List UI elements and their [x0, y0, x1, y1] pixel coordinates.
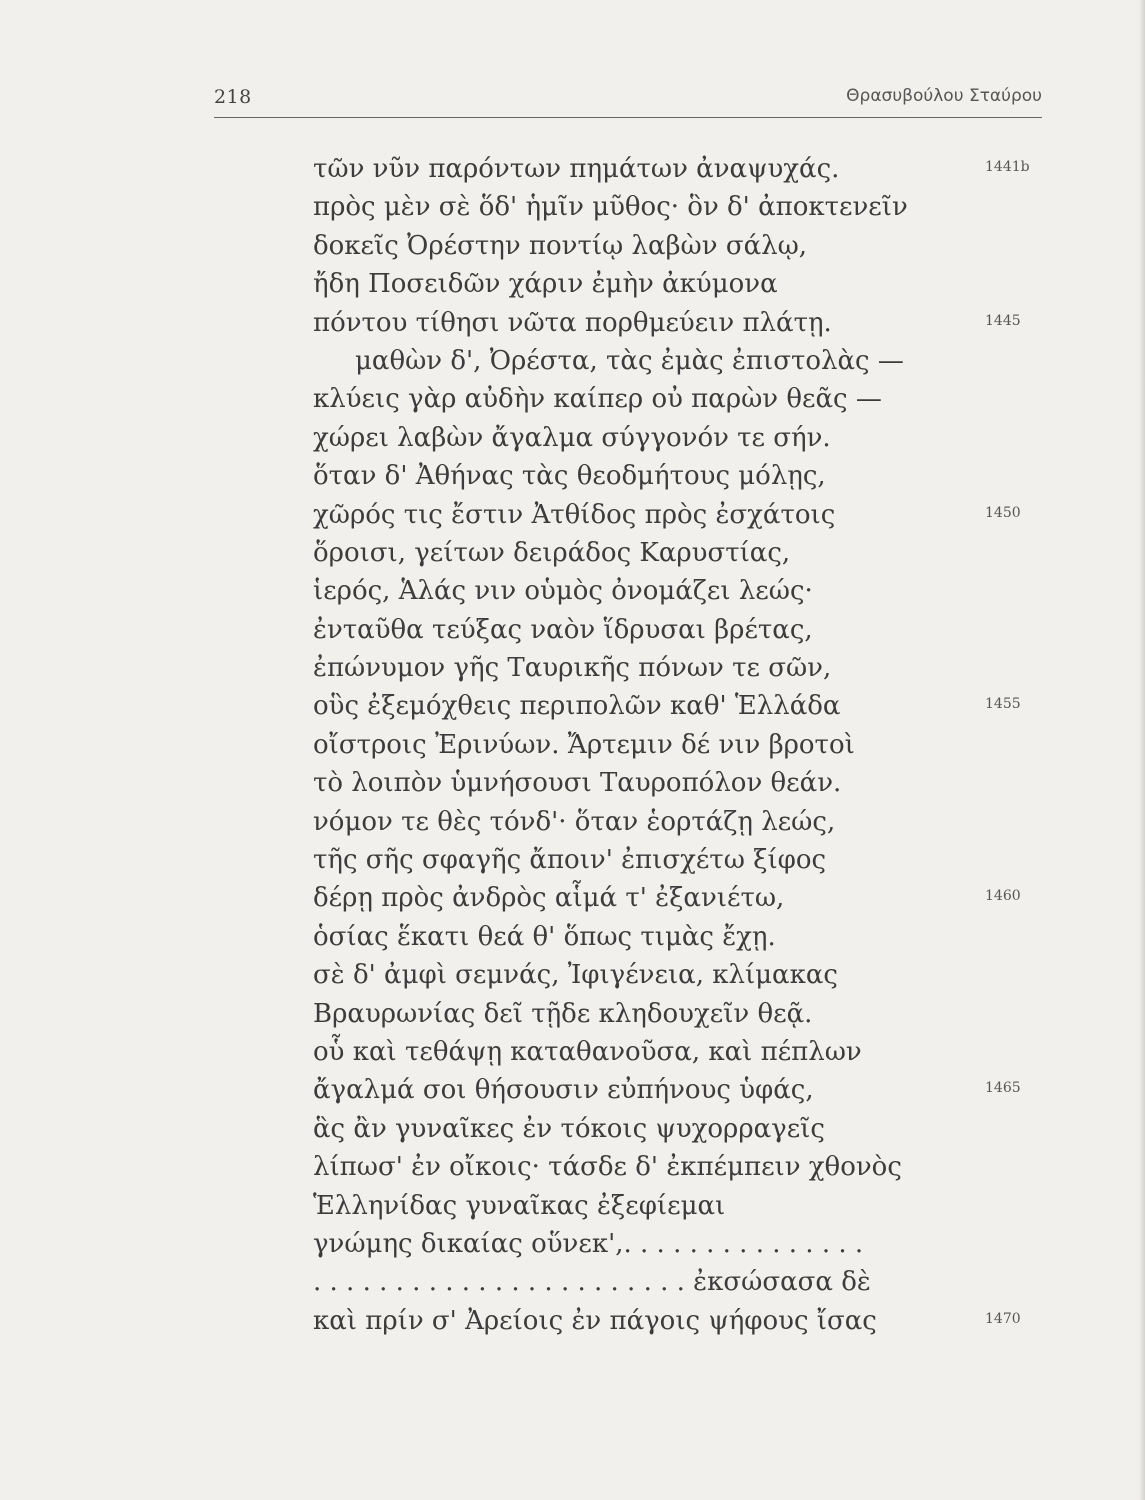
verse-text: χῶρός τις ἔστιν Ἀτθίδος πρὸς ἐσχάτοις — [313, 499, 836, 530]
header-rule — [214, 117, 1042, 118]
verse-line — [313, 304, 1033, 342]
verse-text: ὁσίας ἕκατι θεά θ' ὅπως τιμὰς ἔχῃ. — [313, 921, 776, 952]
verse-text: γνώμης δικαίας οὕνεκ',. . . . . . . . . . . . . . . — [313, 1228, 864, 1259]
line-number: 1460 — [985, 888, 1021, 905]
verse-text: πόντου τίθησι νῶτα πορθμεύειν πλάτῃ. — [313, 307, 832, 338]
verse-text: Βραυρωνίας δεῖ τῇδε κληδουχεῖν θεᾷ. — [313, 998, 813, 1029]
verse-text: ὅταν δ' Ἀθήνας τὰς θεοδμήτους μόλῃς, — [313, 461, 826, 492]
verse-text: χώρει λαβὼν ἄγαλμα σύγγονόν τε σήν. — [313, 422, 831, 453]
verse-text: τῶν νῦν παρόντων πημάτων ἀναψυχάς. — [313, 154, 840, 184]
verse-text: τῆς σῆς σφαγῆς ἄποιν' ἐπισχέτω ξίφος — [313, 845, 827, 876]
line-number: 1470 — [985, 1310, 1021, 1327]
verse-line — [313, 879, 1033, 917]
verse-text: ὅροισι, γείτων δειράδος Καρυστίας, — [313, 537, 791, 568]
verse-text: οἴστροις Ἐρινύων. Ἄρτεμιν δέ νιν βροτοὶ — [313, 729, 855, 760]
verse-line — [313, 419, 1033, 457]
verse-text: ἄγαλμά σοι θήσουσιν εὐπήνους ὑφάς, — [313, 1075, 814, 1106]
verse-text: καὶ πρίν σ' Ἀρείοις ἐν πάγοις ψήφους ἴσας — [313, 1305, 877, 1336]
verse-line — [313, 918, 1033, 956]
verse-text: . . . . . . . . . . . . . . . . . . . . . . . ἐκσώσασα δὲ — [313, 1267, 871, 1298]
line-number: 1455 — [985, 696, 1021, 713]
verse-text: τὸ λοιπὸν ὑμνήσουσι Ταυροπόλον θεάν. — [313, 768, 842, 799]
verse-text: ἃς ἂν γυναῖκες ἐν τόκοις ψυχορραγεῖς — [313, 1113, 825, 1144]
verse-line — [313, 457, 1033, 495]
verse-line — [313, 496, 1033, 534]
verse-text: ἐνταῦθα τεύξας ναὸν ἵδρυσαι βρέτας, — [313, 614, 813, 645]
verse-line — [313, 380, 1033, 418]
verse-line — [313, 1071, 1033, 1109]
page-number: 218 — [214, 86, 252, 108]
verse-line — [313, 649, 1033, 687]
verse-line — [313, 956, 1033, 994]
verse-line — [313, 995, 1033, 1033]
verse-line — [313, 803, 1033, 841]
verse-line — [313, 1187, 1033, 1225]
verse-text: λίπωσ' ἐν οἴκοις· τάσδε δ' ἐκπέμπειν χθονὸς — [313, 1152, 902, 1183]
verse-line — [313, 534, 1033, 572]
verse-text: κλύεις γὰρ αὐδὴν καίπερ οὐ παρὼν θεᾶς — — [313, 384, 882, 415]
verse-line — [313, 726, 1033, 764]
verse-text: πρὸς μὲν σὲ ὅδ' ἡμῖν μῦθος· ὃν δ' ἀποκτενεῖν — [313, 192, 908, 223]
verse-line — [313, 1263, 1033, 1301]
line-number: 1441b — [985, 159, 1030, 175]
verse-line — [313, 764, 1033, 802]
page-header — [214, 86, 1042, 116]
verse-text: Ἑλληνίδας γυναῖκας ἐξεφίεμαι — [313, 1190, 726, 1221]
verse-line — [313, 150, 1033, 188]
verse-text: δέρῃ πρὸς ἀνδρὸς αἷμά τ' ἐξανιέτω, — [313, 883, 785, 914]
verse-text: ἤδη Ποσειδῶν χάριν ἐμὴν ἀκύμονα — [313, 269, 778, 300]
verse-line — [313, 188, 1033, 226]
verse-line — [313, 1302, 1033, 1340]
line-number: 1445 — [985, 312, 1021, 329]
verse-text: νόμον τε θὲς τόνδ'· ὅταν ἑορτάζῃ λεώς, — [313, 806, 836, 837]
verse-text: δοκεῖς Ὀρέστην ποντίῳ λαβὼν σάλῳ, — [313, 230, 808, 261]
verse-text: οὗ καὶ τεθάψῃ καταθανοῦσα, καὶ πέπλων — [313, 1036, 862, 1067]
verse-line — [313, 572, 1033, 610]
verse-line — [313, 227, 1033, 265]
verse-line — [313, 265, 1033, 303]
verse-line — [313, 1225, 1033, 1263]
line-number: 1465 — [985, 1080, 1021, 1097]
verse-text: οὓς ἐξεμόχθεις περιπολῶν καθ' Ἑλλάδα — [313, 691, 841, 722]
verse-line — [313, 1110, 1033, 1148]
verse-text: σὲ δ' ἀμφὶ σεμνάς, Ἰφιγένεια, κλίμακας — [313, 960, 838, 991]
page-edge-shadow — [1139, 0, 1145, 1500]
verse-text: ἱερός, Ἁλάς νιν οὑμὸς ὀνομάζει λεώς· — [313, 576, 813, 607]
verse-line — [313, 1148, 1033, 1186]
verse-list — [313, 150, 1033, 1340]
verse-text: μαθὼν δ', Ὀρέστα, τὰς ἐμὰς ἐπιστολὰς — — [355, 345, 904, 376]
running-head: Θρασυβούλου Σταύρου — [846, 86, 1042, 106]
verse-line — [313, 687, 1033, 725]
verse-line — [313, 841, 1033, 879]
verse-line — [313, 611, 1033, 649]
verse-line — [313, 342, 1033, 380]
verse-text: ἐπώνυμον γῆς Ταυρικῆς πόνων τε σῶν, — [313, 653, 832, 684]
verse-line — [313, 1033, 1033, 1071]
line-number: 1450 — [985, 504, 1021, 521]
